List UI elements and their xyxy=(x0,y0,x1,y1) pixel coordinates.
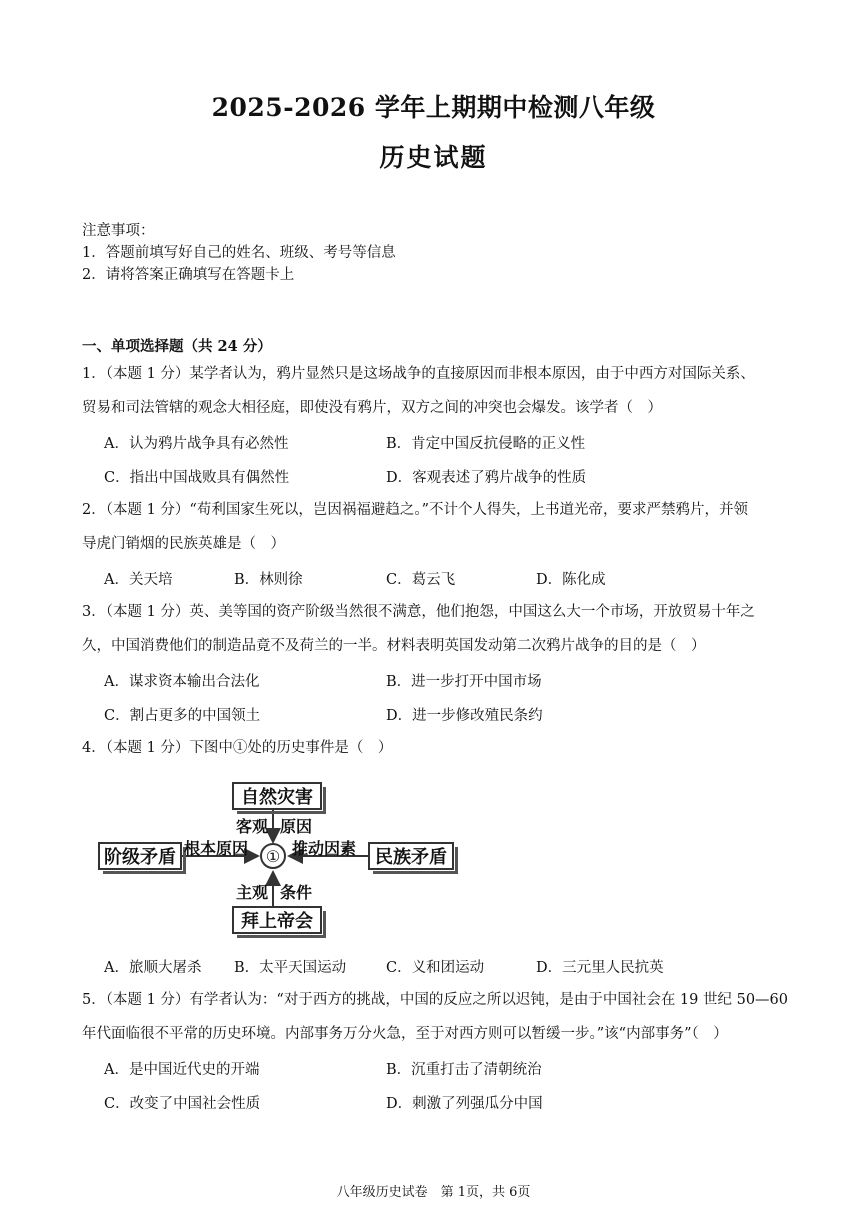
question-1-line-1: 1．（本题 1 分）某学者认为，鸦片显然只是这场战争的直接原因而非根本原因，由于中西方对国际关系、 xyxy=(82,366,755,382)
label-objective: 客观 xyxy=(236,817,269,836)
question-5-line-2: 年代面临很不平常的历史环境。内部事务万分火急，至于对西方则可以暂缓一步。”该“内部事务”（ ） xyxy=(82,1026,728,1042)
notice-item-2: 2．请将答案正确填写在答题卡上 xyxy=(82,267,295,283)
box-natural-disaster: 自然灾害 xyxy=(232,782,322,810)
label-subjective: 主观 xyxy=(236,883,269,902)
q4-option-c[interactable]: C．义和团运动 xyxy=(386,960,485,976)
q2-option-d[interactable]: D．陈化成 xyxy=(536,572,606,588)
q2-option-b[interactable]: B．林则徐 xyxy=(234,572,303,588)
q1-option-d[interactable]: D．客观表述了鸦片战争的性质 xyxy=(386,470,587,486)
label-reason: 原因 xyxy=(280,817,313,836)
q3-option-b[interactable]: B．进一步打开中国市场 xyxy=(386,674,542,690)
question-3-line-2: 久，中国消费他们的制造品竟不及荷兰的一半。材料表明英国发动第二次鸦片战争的目的是（ ） xyxy=(82,638,706,654)
q2-option-a[interactable]: A．关天培 xyxy=(104,572,173,588)
q5-option-d[interactable]: D．刺激了列强瓜分中国 xyxy=(386,1096,543,1112)
label-root-cause: 根本原因 xyxy=(184,839,249,858)
q4-option-b[interactable]: B．太平天国运动 xyxy=(234,960,347,976)
question-5-line-1: 5．（本题 1 分）有学者认为：“对于西方的挑战，中国的反应之所以迟钝，是由于中国社会在 19 世纪 50—60 xyxy=(82,992,789,1008)
box-god-worship-society: 拜上帝会 xyxy=(232,906,322,934)
notice-heading: 注意事项： xyxy=(82,223,155,239)
question-2-line-1: 2．（本题 1 分）“苟利国家生死以，岂因祸福避趋之。”不计个人得失，上书道光帝，要求严禁鸦片，并领 xyxy=(82,502,748,518)
box-class-conflict: 阶级矛盾 xyxy=(98,842,182,870)
cause-diagram xyxy=(96,780,466,940)
q4-option-a[interactable]: A．旅顺大屠杀 xyxy=(104,960,202,976)
section-heading: 一、单项选择题（共 24 分） xyxy=(82,338,272,355)
q5-option-a[interactable]: A．是中国近代史的开端 xyxy=(104,1062,260,1078)
q3-option-d[interactable]: D．进一步修改殖民条约 xyxy=(386,708,543,724)
q5-option-c[interactable]: C．改变了中国社会性质 xyxy=(104,1096,261,1112)
q1-option-b[interactable]: B．肯定中国反抗侵略的正义性 xyxy=(386,436,586,452)
page-footer: 八年级历史试卷 第 1页，共 6页 xyxy=(336,1185,531,1200)
exam-subtitle: 历史试题 xyxy=(379,143,488,172)
q3-option-c[interactable]: C．割占更多的中国领土 xyxy=(104,708,261,724)
exam-title: 2025-2026 学年上期期中检测八年级 xyxy=(211,93,656,122)
question-3-line-1: 3．（本题 1 分）英、美等国的资产阶级当然很不满意，他们抱怨，中国这么大一个市场，开放贸易十年之 xyxy=(82,604,755,620)
q2-option-c[interactable]: C．葛云飞 xyxy=(386,572,456,588)
question-4-line-1: 4．（本题 1 分）下图中①处的历史事件是（ ） xyxy=(82,740,393,756)
question-1-line-2: 贸易和司法管辖的观念大相径庭，即使没有鸦片，双方之间的冲突也会爆发。该学者（ ） xyxy=(82,400,662,416)
q1-option-c[interactable]: C．指出中国战败具有偶然性 xyxy=(104,470,290,486)
box-ethnic-conflict: 民族矛盾 xyxy=(368,842,454,870)
q4-option-d[interactable]: D．三元里人民抗英 xyxy=(536,960,664,976)
q5-option-b[interactable]: B．沉重打击了清朝统治 xyxy=(386,1062,542,1078)
label-condition: 条件 xyxy=(280,883,313,902)
notice-item-1: 1．答题前填写好自己的姓名、班级、考号等信息 xyxy=(82,245,396,261)
q1-option-a[interactable]: A．认为鸦片战争具有必然性 xyxy=(104,436,289,452)
diagram-center-event: ① xyxy=(260,843,286,869)
question-2-line-2: 导虎门销烟的民族英雄是（ ） xyxy=(82,536,285,552)
q3-option-a[interactable]: A．谋求资本输出合法化 xyxy=(104,674,260,690)
label-driving-factor: 推动因素 xyxy=(292,839,357,858)
